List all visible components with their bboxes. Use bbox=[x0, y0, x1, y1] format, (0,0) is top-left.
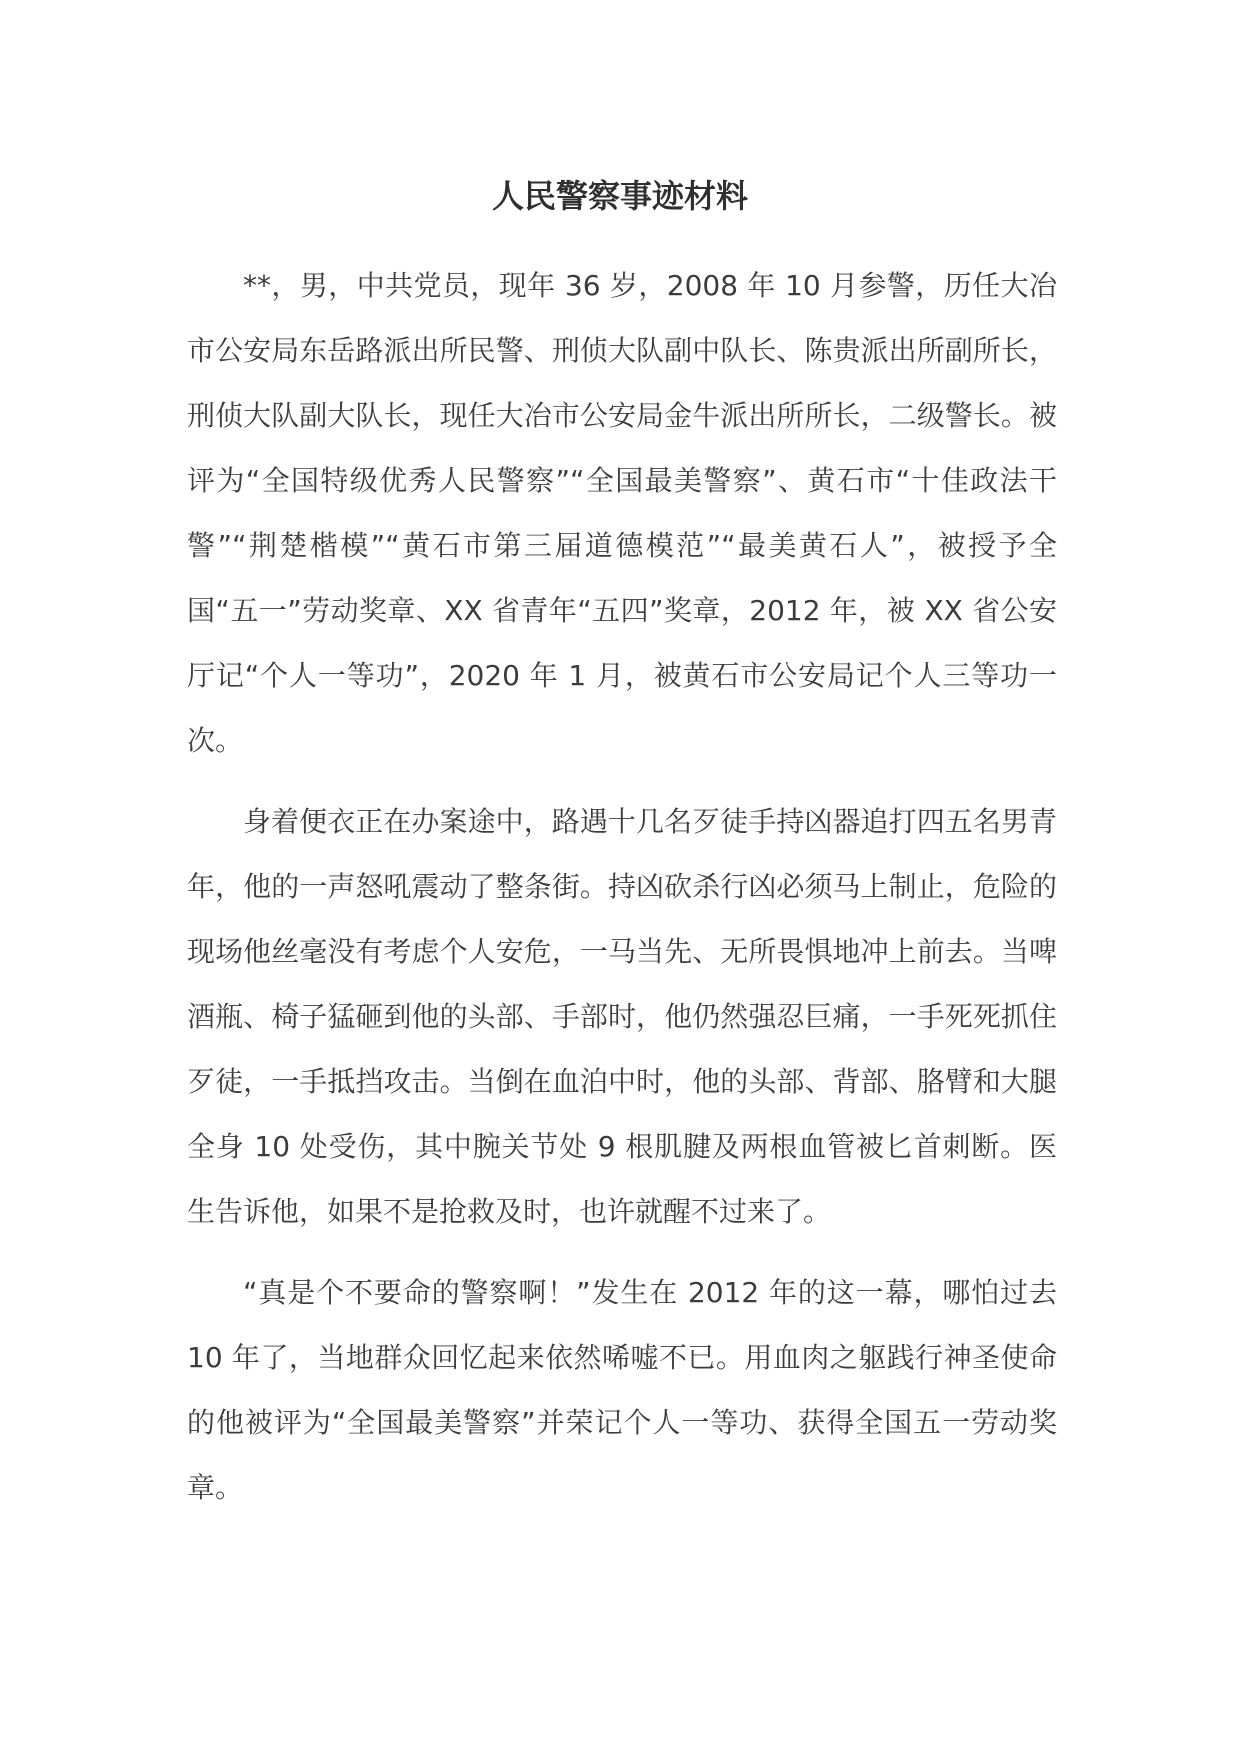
paragraph-incident: 身着便衣正在办案途中，路遇十几名歹徒手持凶器追打四五名男青年，他的一声怒吼震动了整条街。持凶砍杀行凶必须马上制止，危险的现场他丝毫没有考虑个人安危，一马当先、无所畏惧地冲上前去。当啤酒瓶、椅子猛砸到他的头部、手部时，他仍然强忍巨痛，一手死死抓住歹徒，一手抵挡攻击。当倒在血泊中时，他的头部、背部、胳臂和大腿全身 10 处受伤，其中腕关节处 9 根肌腱及两根血管被匕首刺断。医生告诉他，如果不是抢救及时，也许就醒不过来了。 bbox=[187, 805, 1057, 1228]
paragraph-biography: **，男，中共党员，现年 36 岁，2008 年 10 月参警，历任大冶市公安局东岳路派出所民警、刑侦大队副中队长、陈贵派出所副所长，刑侦大队副大队长，现任大冶市公安局金牛派出所所长，二级警长。被评为“全国特级优秀人民警察”“全国最美警察”、黄石市“十佳政法干警”“荆楚楷模”“黄石市第三届道德模范”“最美黄石人”，被授予全国“五一”劳动奖章、XX 省青年“五四”奖章，2012 年，被 XX 省公安厅记“个人一等功”，2020 年 1 月，被黄石市公安局记个人三等功一次。 bbox=[187, 269, 1057, 757]
paragraph-honors: “真是个不要命的警察啊！”发生在 2012 年的这一幕，哪怕过去 10 年了，当地群众回忆起来依然唏嘘不已。用血肉之躯践行神圣使命的他被评为“全国最美警察”并荣记个人一等功、获得全国五一劳动奖章。 bbox=[187, 1276, 1057, 1504]
document-body bbox=[187, 253, 1057, 1536]
document-title: 人民警察事迹材料 bbox=[491, 177, 748, 215]
